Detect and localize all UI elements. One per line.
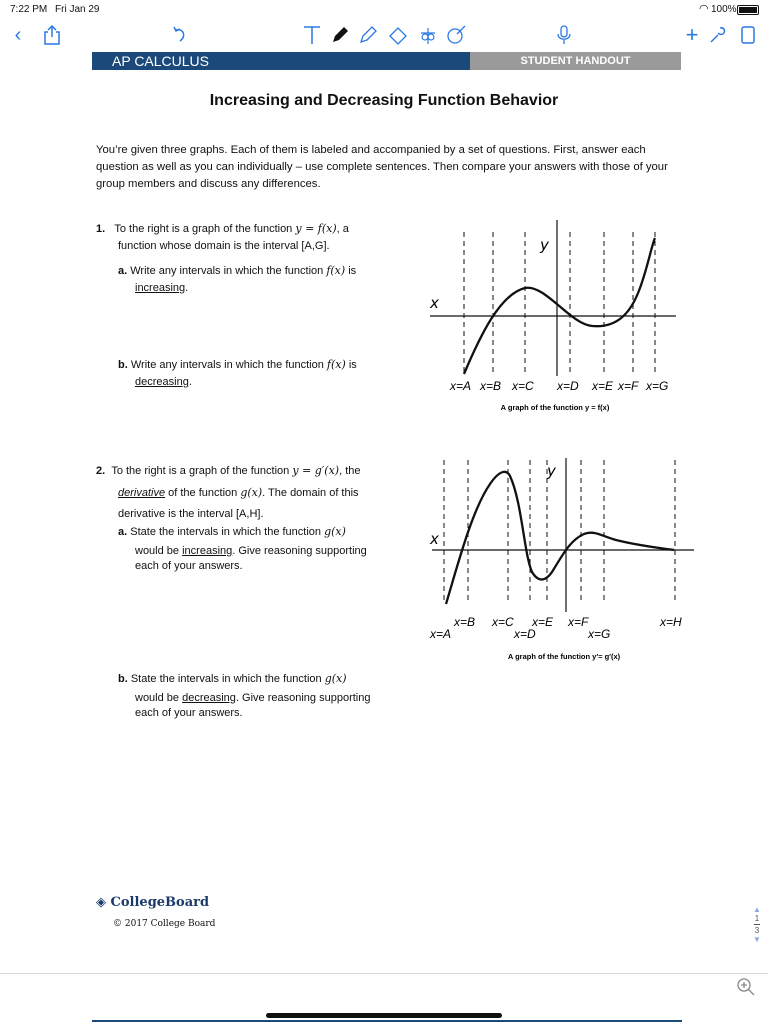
question-1: 1. To the right is a graph of the function y = f(x), a function whose domain is the interval [A,G].	[96, 222, 349, 252]
back-chevron-icon[interactable]: ‹	[14, 23, 22, 46]
handout-banner: STUDENT HANDOUT	[470, 52, 681, 70]
question-2: 2. To the right is a graph of the function y = g′(x), the derivative of the function g(x). The domain of this derivative is the interval [A,H].	[96, 464, 361, 520]
y-axis-label: y	[540, 236, 549, 254]
microphone-icon[interactable]	[552, 23, 576, 47]
page-title: Increasing and Decreasing Function Behavior	[209, 92, 559, 109]
page-down-icon[interactable]: ▼	[753, 935, 761, 944]
page-icon[interactable]	[736, 23, 760, 47]
battery-percent: 100%	[711, 4, 737, 15]
tick-label-c: x=C	[492, 615, 514, 629]
status-date: Fri Jan 29	[55, 4, 100, 15]
highlighter-icon[interactable]	[356, 23, 380, 47]
tick-label-e: x=E	[532, 615, 554, 629]
current-page: 1	[754, 914, 760, 923]
lasso-icon[interactable]	[416, 23, 440, 47]
wifi-icon: ◠	[699, 3, 709, 15]
tick-label-g: x=G	[588, 627, 611, 641]
graph-f-caption: A graph of the function y = f(x)	[500, 403, 610, 412]
tick-label-f: x=F	[568, 615, 589, 629]
pager-divider	[754, 924, 760, 925]
tick-label-b: x=B	[480, 379, 502, 393]
tick-label-b: x=B	[454, 615, 476, 629]
bottom-divider	[0, 973, 768, 974]
toolbar	[0, 18, 768, 52]
tick-label-d: x=D	[557, 379, 579, 393]
total-pages: 3	[754, 926, 760, 935]
acorn-icon: ◈	[96, 895, 106, 910]
tick-label-a: x=A	[450, 379, 472, 393]
y-axis-label: y	[547, 462, 556, 480]
graph-g-caption: A graph of the function y′= g′(x)	[507, 652, 621, 661]
eraser-icon[interactable]	[386, 23, 410, 47]
x-axis-label: x	[430, 294, 439, 312]
pen-icon[interactable]	[328, 23, 352, 47]
graph-f	[420, 216, 690, 416]
share-icon[interactable]	[40, 23, 64, 47]
status-bar	[0, 0, 768, 18]
status-time: 7:22 PM	[10, 4, 48, 15]
add-icon[interactable]: +	[685, 22, 699, 47]
battery-icon	[737, 5, 759, 15]
wrench-icon[interactable]	[706, 23, 730, 47]
home-indicator[interactable]	[266, 1013, 502, 1018]
collegeboard-logo: ◈ CollegeBoard	[96, 895, 210, 910]
copyright: © 2017 College Board	[113, 919, 216, 929]
tick-label-h: x=H	[660, 615, 682, 629]
course-banner: AP CALCULUS	[92, 52, 470, 70]
zoom-icon[interactable]	[736, 977, 760, 1001]
page-bottom-rule	[92, 1020, 682, 1022]
graph-g-prime	[420, 454, 700, 664]
tick-label-d: x=D	[514, 627, 536, 641]
undo-icon[interactable]	[168, 23, 192, 47]
question-2b: b. State the intervals in which the function g(x) would be decreasing. Give reasoning supporting each of your answers.	[118, 672, 371, 719]
x-axis-label: x	[430, 530, 439, 548]
tick-label-c: x=C	[512, 379, 534, 393]
text-tool-icon[interactable]	[300, 23, 324, 47]
question-1b: b. Write any intervals in which the function f(x) is decreasing.	[118, 358, 357, 388]
intro-paragraph: You’re given three graphs. Each of them is labeled and accompanied by a set of questions. First, answer each question as well as you can individually – use complete sentences. Then compare your answers with those of your group members and discuss any differences.	[96, 144, 668, 190]
tick-label-g: x=G	[646, 379, 669, 393]
page-up-icon[interactable]: ▲	[753, 905, 761, 914]
tick-label-f: x=F	[618, 379, 639, 393]
question-1a: a. Write any intervals in which the function f(x) is increasing.	[118, 264, 357, 294]
page-scrubber[interactable]	[749, 905, 765, 957]
shapes-icon[interactable]	[444, 23, 468, 47]
tick-label-a: x=A	[430, 627, 452, 641]
curve-g-prime	[446, 472, 674, 604]
question-2a: a. State the intervals in which the function g(x) would be increasing. Give reasoning supporting each of your answers.	[118, 525, 367, 572]
tick-label-e: x=E	[592, 379, 614, 393]
